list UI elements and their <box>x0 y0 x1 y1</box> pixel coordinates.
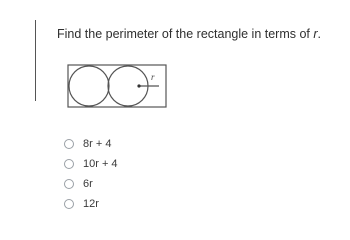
radius-label: r <box>151 72 155 82</box>
answer-option-3[interactable] <box>64 175 118 193</box>
left-circle <box>69 66 109 106</box>
question-prefix: Find the perimeter of the rectangle in terms of <box>57 27 314 41</box>
answer-options <box>64 135 118 215</box>
answer-option-1[interactable] <box>64 135 118 153</box>
question-text <box>57 27 321 41</box>
radius-center-dot <box>137 84 140 87</box>
rectangle-circles-figure <box>67 64 167 108</box>
left-margin-rule <box>35 20 36 101</box>
radio-button[interactable] <box>64 199 74 209</box>
option-label: 8r + 4 <box>83 138 112 150</box>
answer-option-2[interactable] <box>64 155 118 173</box>
question-suffix: . <box>317 27 322 41</box>
option-label: 12r <box>83 198 99 210</box>
option-label: 6r <box>83 178 93 190</box>
question-variable: r <box>313 27 318 41</box>
radio-button[interactable] <box>64 159 74 169</box>
radio-button[interactable] <box>64 139 74 149</box>
radio-button[interactable] <box>64 179 74 189</box>
answer-option-4[interactable] <box>64 195 118 213</box>
option-label: 10r + 4 <box>83 158 118 170</box>
